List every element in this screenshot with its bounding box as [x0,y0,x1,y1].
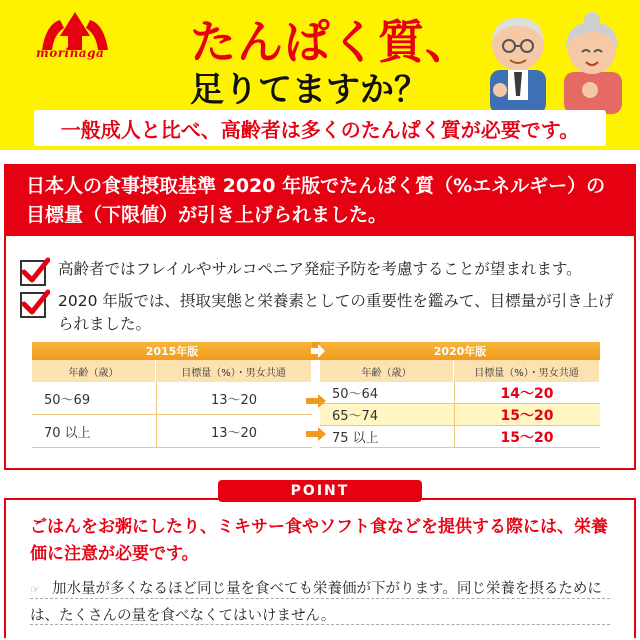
point-label: POINT [218,480,422,502]
table-year-2015: 2015年版 [32,342,312,360]
table-divider [156,382,157,448]
table-cell-value: 13〜20 [156,415,312,448]
check-item-1-text: 高齢者ではフレイルやサルコペニア発症予防を考慮することが望まれます。 [58,260,582,278]
checkmark-icon [20,288,50,318]
check-item-2 [20,290,618,336]
table-year-2020: 2020年版 [320,342,600,360]
col-age-2015: 年齢（歳） [32,360,156,382]
panel-heading [6,166,634,236]
pointing-hand-icon: ☞ [30,583,40,596]
elderly-couple-icon [478,6,628,114]
table-cell-age: 50〜69 [32,382,156,415]
table-cell-value: 15〜20 [454,404,600,426]
table-cell-value: 13〜20 [156,382,312,415]
checkbox-1 [20,260,46,286]
headline-line1: たんぱく質、 [190,15,472,69]
headline-line2: 足りてますか？ [190,70,428,110]
col-target-2020: 目標量（%）・男女共通 [454,360,600,382]
point-note-text: 加水量が多くなるほど同じ量を食べても栄養価が下がります。同じ栄養を摂るためには、たくさんの量を食べなくてはいけません。 [30,581,602,624]
check-item-2-text: 2020 年版では、摂取実態と栄養素としての重要性を鑑みて、目標量が引き上げられました。 [58,292,614,333]
header-banner [0,0,640,150]
checkbox-2 [20,292,46,318]
arrow-right-icon [306,427,326,441]
table-cell-age: 75 以上 [320,426,454,448]
table-cell-age: 70 以上 [32,415,156,448]
table-cell-age: 65〜74 [320,404,454,426]
checkmark-icon [20,256,50,286]
check-item-1 [20,258,618,286]
subtitle-box [34,110,606,146]
point-main-text: ごはんをお粥にしたり、ミキサー食やソフト食などを提供する際には、栄養価に注意が必要です。 [30,517,608,564]
divider [30,598,610,599]
table-cell-value: 14〜20 [454,382,600,404]
arrow-right-icon [310,343,326,359]
point-note [30,576,620,629]
table-cell-value: 15〜20 [454,426,600,448]
table-cell-age: 50〜64 [320,382,454,404]
protein-target-table [32,342,600,448]
col-target-2015: 目標量（%）・男女共通 [156,360,312,382]
subtitle-text: 一般成人と比べ、高齢者は多くのたんぱく質が必要です。 [60,117,580,142]
panel-heading-line2: 目標量（下限値）が引き上げられました。 [26,204,388,226]
table-divider [454,382,455,448]
panel-heading-line1: 日本人の食事摂取基準 2020 年版でたんぱく質（%エネルギー）の [26,175,606,197]
brand-wordmark: morinaga [36,46,105,60]
col-age-2020: 年齢（歳） [320,360,454,382]
arrow-right-icon [306,394,326,408]
divider [30,624,610,625]
